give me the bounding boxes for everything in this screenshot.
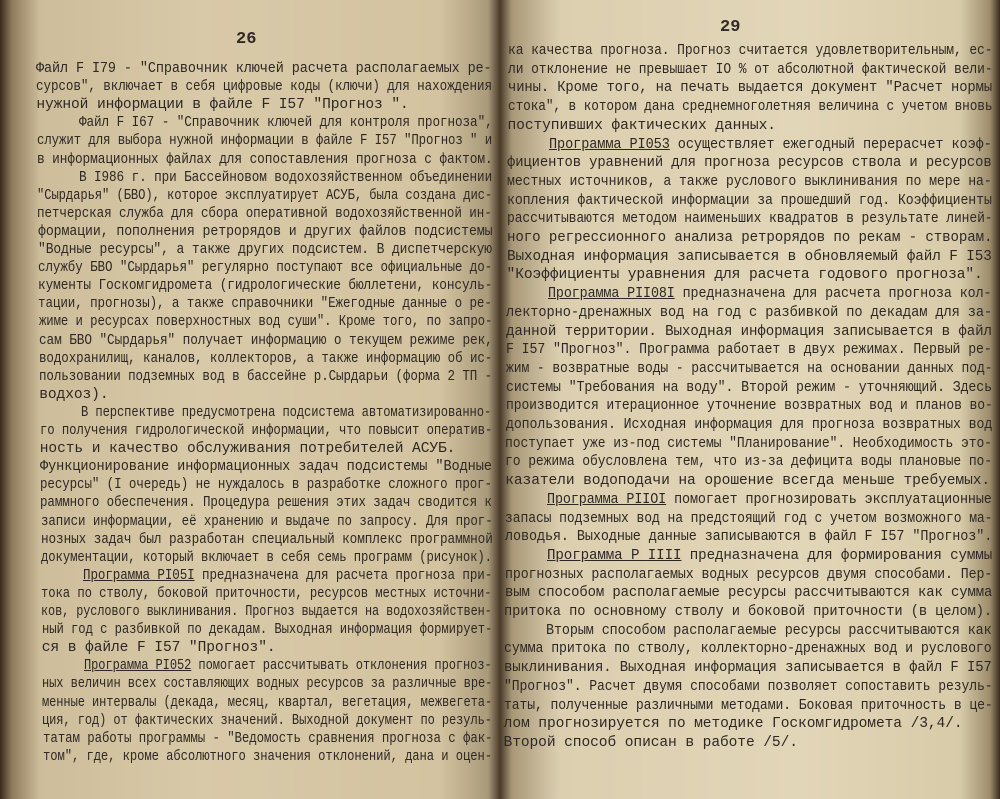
- text-line: чины. Кроме того, на печать выдается документ "Расчет нормы: [507, 80, 992, 97]
- program-name: Программа PIIOI: [547, 491, 667, 508]
- text-line: местных источников, а также руслового выклинивания по мере на-: [507, 173, 992, 190]
- text-line: запасы подземных вод на предстоящий год с учетом возможного ма-: [505, 510, 993, 527]
- text-line: F I57 "Прогноз". Программа работает в двух режимах. Первый ре-: [506, 342, 992, 359]
- text-line: в информационных файлах для сопоставления прогноза с фактом.: [36, 151, 493, 168]
- text-line: данной территории. Выходная информация записывается в файл: [506, 323, 993, 340]
- right-page: [500, 0, 1000, 799]
- text-line: го получения гидрологической информации, что повысит оператив-: [39, 423, 492, 439]
- text-line: ных величин всех составляющих водных ресурсов за различные вре-: [42, 676, 493, 693]
- text-line: Функционирование информационных задач подсистемы "Водные: [39, 459, 492, 476]
- text-line: Выходная информация записывается в обновляемый файл F I53: [506, 248, 992, 265]
- text-line: вым способом располагаемые ресурсы рассчитываются как сумма: [504, 585, 992, 602]
- text-line: Файл F I79 - "Справочник ключей расчета располагаемых ре-: [36, 61, 492, 77]
- text-line: производится итерационное уточнение возвратных вод и планов во-: [505, 398, 993, 415]
- text-line: ка качества прогноза. Прогноз считается удовлетворительным, ес-: [508, 43, 993, 59]
- text-line: пользовании подземных вод в бассейне р.Сырдарьи (форма 2 ТП -: [39, 368, 493, 385]
- text-line: допользования. Исходная информация для прогноза возвратных вод: [505, 417, 992, 433]
- text-line: фициентов уравнений для прогноза ресурсов ствола и ресурсов: [507, 155, 992, 172]
- text-line: ловодья. Выходные данные записываются в файл F I57 "Прогноз".: [504, 529, 993, 546]
- text-line: том", где, кроме абсолютного значения отклонений, дана и оцен-: [42, 748, 492, 765]
- text-line: кументы Госкомгидромета (гидрологические бюллетени, консуль-: [38, 278, 493, 295]
- program-name: Программа PI053: [549, 136, 671, 153]
- text-line: Программа P IIII предназначена для формирования суммы: [546, 547, 992, 564]
- text-line: лекторно-дренажных вод на год с разбивкой по декадам для за-: [506, 304, 993, 321]
- text-line: Файл F I67 - "Справочник ключей для контроля прогноза",: [78, 115, 493, 132]
- text-line: ков, руслового выклинивания. Прогноз выдается на водохозяйствен-: [41, 604, 493, 620]
- text-line: нужной информации в файле F I57 "Прогноз ".: [36, 97, 409, 114]
- program-name: Программа P IIII: [546, 547, 682, 564]
- page-number: 26: [236, 30, 257, 49]
- text-line: менные интервалы (декада, месяц, квартал, вегетация, межвегета-: [42, 694, 493, 711]
- text-line: Программа PIIOI помогает прогнозировать эксплуатационные: [547, 491, 992, 508]
- text-line: го режима обусловлена тем, что из-за дефицита воды плановые по-: [505, 454, 993, 471]
- text-line: водохранилищ, каналов, коллекторов, а также информацию об ис-: [38, 350, 493, 367]
- text-line: раммного обеспечения. Процедура решения этих задач сводится к: [40, 495, 493, 512]
- text-line: сурсов", включает в себя цифровые коды (ключи) для нахождения: [36, 79, 493, 96]
- text-line: рассчитываются методом наименьших квадратов в результате линей-: [506, 211, 993, 228]
- text-line: притока по основному стволу и боковой приточности (в целом).: [504, 604, 993, 620]
- text-line: тации, прогнозы), а также справочники "Ежегодные данные о ре-: [38, 296, 493, 313]
- text-line: прогнозных располагаемых водных ресурсов двумя способами. Пер-: [504, 566, 992, 583]
- text-line: петчерская служба для сбора оперативной водохозяйственной ин-: [37, 205, 493, 222]
- text-line: "Коэффициенты уравнения для расчета годового прогноза".: [506, 267, 983, 284]
- text-line: служит для выбора нужной информации в файле F I57 "Прогноз " и: [36, 133, 492, 150]
- text-line: лом прогнозируется по методике Госкомгидромета /3,4/.: [503, 716, 963, 733]
- text-line: тока по стволу, боковой приточности, ресурсов местных источни-: [41, 585, 492, 602]
- text-line: жим - возвратные воды - рассчитывается на основании данных под-: [505, 360, 993, 377]
- text-line: системы "Требования на воду". Второй режим - уточняющий. Здесь: [505, 379, 992, 396]
- text-line: В перспективе предусмотрена подсистема автоматизированно-: [81, 404, 492, 421]
- text-line: "Прогноз". Расчет двумя способами позволяет сопоставить резуль-: [503, 678, 993, 695]
- text-line: службу БВО "Сырдарья" регулярно поступают все официальные до-: [37, 260, 493, 277]
- text-line: сумма притока по стволу, коллекторно-дренажных вод и руслового: [504, 641, 992, 658]
- text-line: Программа PI053 осуществляет ежегодный перерасчет коэф-: [549, 136, 993, 153]
- text-line: выклинивания. Выходная информация записывается в файл F I57: [504, 660, 992, 677]
- text-line: водхоз).: [39, 386, 109, 403]
- text-line: нозных задач был разработан специальный комплекс программной: [40, 531, 493, 548]
- program-name: Программа PI052: [83, 658, 192, 675]
- page-number: 29: [720, 18, 741, 37]
- text-line: Программа PI05I предназначена для расчета прогноза при-: [83, 567, 493, 584]
- program-name: Программа PII08I: [548, 286, 676, 303]
- text-line: Второй способ описан в работе /5/.: [503, 734, 798, 751]
- text-line: формации, пополнения ретрорядов и других файлов подсистемы: [37, 223, 493, 240]
- text-line: ся в файле F I57 "Прогноз".: [41, 640, 276, 657]
- text-line: ция, год) от фактических значений. Выходной документ по резуль-: [42, 712, 493, 729]
- text-line: документации, который включает в себя семь программ (рисунок).: [40, 549, 492, 566]
- text-line: стока", в котором дана среднемноголетняя величина с учетом вновь: [507, 99, 993, 116]
- text-line: ность и качество обслуживания потребителей АСУБ.: [39, 441, 456, 458]
- program-name: Программа PI05I: [83, 567, 195, 584]
- text-line: копления фактической информации за прошедший год. Коэффициенты: [507, 192, 992, 209]
- text-line: ного регрессионного анализа ретрорядов по рекам - створам.: [506, 230, 993, 246]
- text-line: поступает уже из-под системы "Планирование". Необходимость это-: [505, 435, 993, 452]
- text-line: жиме и ресурсах поверхностных вод суши". Кроме того, по запро-: [38, 314, 492, 331]
- text-line: поступивших фактических данных.: [507, 117, 776, 134]
- text-line: таты, полученные различными методами. Боковая приточность в це-: [503, 697, 993, 714]
- text-line: ресурсы" (I очередь) не нуждалось в разработке сложного прог-: [40, 477, 493, 494]
- text-line: Программа PI052 помогает рассчитывать отклонения прогноз-: [83, 658, 492, 675]
- text-line: Вторым способом располагаемые ресурсы рассчитываются как: [546, 622, 992, 639]
- text-line: ли отклонение не превышает IO % от абсолютной фактической вели-: [507, 61, 993, 78]
- text-line: сам БВО "Сырдарья" получает информацию о текущем режиме рек,: [38, 332, 493, 349]
- text-line: ный год с разбивкой по декадам. Выходная информация формирует-: [41, 622, 492, 639]
- text-line: Программа PII08I предназначена для расчета прогноза кол-: [548, 286, 992, 303]
- text-line: "Водные ресурсы", а также других подсистем. В диспетчерскую: [37, 242, 492, 258]
- text-line: "Сырдарья" (БВО), которое эксплуатирует АСУБ, была создана дис-: [37, 187, 493, 204]
- text-line: татам работы программы - "Ведомость сравнения прогноза с фак-: [42, 730, 493, 747]
- text-line: казатели водоподачи на орошение всегда меньше требуемых.: [505, 473, 991, 490]
- text-line: В I986 г. при Бассейновом водохозяйственном объединении: [79, 169, 493, 186]
- text-line: записи информации, её хранению и выдаче по запросу. Для прог-: [40, 513, 493, 530]
